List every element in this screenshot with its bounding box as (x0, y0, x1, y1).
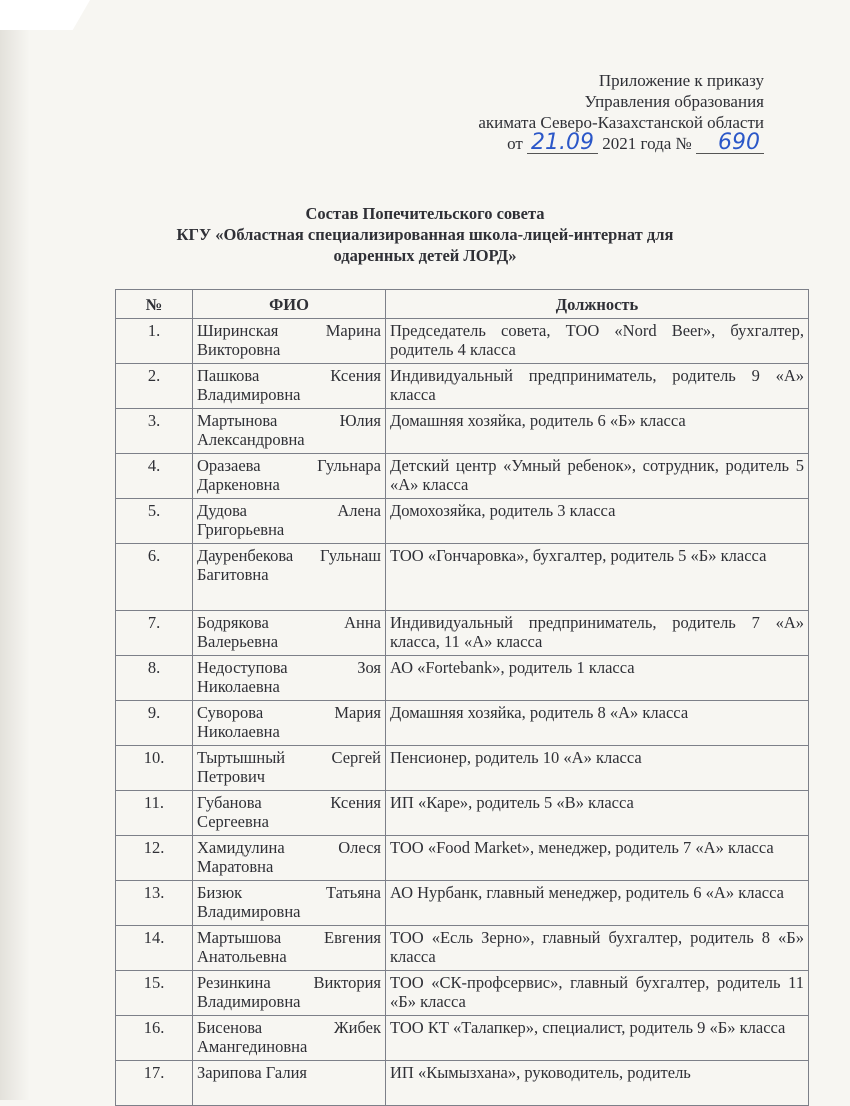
member-name: Оразаева Гульнара Даркеновна (193, 454, 386, 499)
member-position: АО «Fortebank», родитель 1 класса (386, 656, 809, 701)
appendix-line: Приложение к приказу (598, 71, 764, 90)
table-row (116, 926, 809, 971)
header-number: № (116, 290, 193, 319)
date-prefix: от (507, 134, 523, 153)
member-position: ИП «Кымызхана», руководитель, родитель (386, 1061, 809, 1106)
row-number: 4. (116, 454, 193, 499)
member-position: Индивидуальный предприниматель, родитель 9 «А» класса (386, 364, 809, 409)
row-number: 1. (116, 319, 193, 364)
table-row (116, 544, 809, 611)
row-number: 3. (116, 409, 193, 454)
row-number: 8. (116, 656, 193, 701)
row-number: 16. (116, 1016, 193, 1061)
table-row (116, 971, 809, 1016)
member-name: Бисенова Жибек Амангединовна (193, 1016, 386, 1061)
table-header-row (116, 290, 809, 319)
member-name: Пашкова Ксения Владимировна (193, 364, 386, 409)
table-row (116, 881, 809, 926)
member-position: Домохозяйка, родитель 3 класса (386, 499, 809, 544)
row-number: 15. (116, 971, 193, 1016)
member-name: Суворова Мария Николаевна (193, 701, 386, 746)
member-position: АО Нурбанк, главный менеджер, родитель 6 «А» класса (386, 881, 809, 926)
table-row (116, 701, 809, 746)
document-title (0, 203, 850, 266)
appendix-header (478, 70, 764, 154)
member-position: Домашняя хозяйка, родитель 6 «Б» класса (386, 409, 809, 454)
member-position: ТОО «СК-профсервис», главный бухгалтер, родитель 11 «Б» класса (386, 971, 809, 1016)
table-row (116, 409, 809, 454)
appendix-line: акимата Северо-Казахстанской области (478, 113, 764, 132)
member-name: Тыртышный Сергей Петрович (193, 746, 386, 791)
handwritten-date: 21.09 (527, 133, 598, 154)
member-name: Бодрякова Анна Валерьевна (193, 611, 386, 656)
member-name: Мартышова Евгения Анатольевна (193, 926, 386, 971)
member-position: ИП «Каре», родитель 5 «В» класса (386, 791, 809, 836)
member-position: ТОО «Food Market», менеджер, родитель 7 «А» класса (386, 836, 809, 881)
row-number: 2. (116, 364, 193, 409)
member-position: Индивидуальный предприниматель, родитель 7 «А» класса, 11 «А» класса (386, 611, 809, 656)
table-row (116, 791, 809, 836)
row-number: 17. (116, 1061, 193, 1106)
member-name: Ширинская Марина Викторовна (193, 319, 386, 364)
member-name: Хамидулина Олеся Маратовна (193, 836, 386, 881)
handwritten-number: 690 (696, 133, 764, 154)
title-line: КГУ «Областная специализированная школа-лицей-интернат для (176, 225, 674, 244)
member-name: Бизюк Татьяна Владимировна (193, 881, 386, 926)
member-position: Домашняя хозяйка, родитель 8 «А» класса (386, 701, 809, 746)
member-name: Губанова Ксения Сергеевна (193, 791, 386, 836)
row-number: 9. (116, 701, 193, 746)
header-name: ФИО (193, 290, 386, 319)
member-name: Зарипова Галия (193, 1061, 386, 1106)
table-row (116, 364, 809, 409)
row-number: 12. (116, 836, 193, 881)
member-position: ТОО «Есль Зерно», главный бухгалтер, родитель 8 «Б» класса (386, 926, 809, 971)
member-position: ТОО КТ «Талапкер», специалист, родитель 9 «Б» класса (386, 1016, 809, 1061)
member-position: Пенсионер, родитель 10 «А» класса (386, 746, 809, 791)
table-row (116, 319, 809, 364)
table-row (116, 836, 809, 881)
row-number: 7. (116, 611, 193, 656)
scan-edge (0, 0, 30, 1100)
year-text: 2021 года № (602, 134, 692, 153)
member-name: Резинкина Виктория Владимировна (193, 971, 386, 1016)
row-number: 11. (116, 791, 193, 836)
row-number: 5. (116, 499, 193, 544)
member-position: ТОО «Гончаровка», бухгалтер, родитель 5 «Б» класса (386, 544, 809, 611)
table-row (116, 746, 809, 791)
appendix-date-line (478, 130, 764, 155)
member-name: Дауренбекова Гульнаш Багитовна (193, 544, 386, 611)
table-row (116, 656, 809, 701)
table-row (116, 454, 809, 499)
row-number: 13. (116, 881, 193, 926)
table-row (116, 1061, 809, 1106)
appendix-line: Управления образования (584, 92, 764, 111)
table-row (116, 499, 809, 544)
member-name: Недоступова Зоя Николаевна (193, 656, 386, 701)
table-row (116, 611, 809, 656)
table-row (116, 1016, 809, 1061)
member-name: Мартынова Юлия Александровна (193, 409, 386, 454)
header-position: Должность (386, 290, 809, 319)
title-line: Состав Попечительского совета (305, 204, 545, 223)
row-number: 6. (116, 544, 193, 611)
row-number: 10. (116, 746, 193, 791)
member-position: Председатель совета, ТОО «Nord Beer», бухгалтер, родитель 4 класса (386, 319, 809, 364)
folded-corner (0, 0, 90, 30)
row-number: 14. (116, 926, 193, 971)
title-line: одаренных детей ЛОРД» (333, 246, 517, 265)
council-table (115, 289, 809, 1106)
member-position: Детский центр «Умный ребенок», сотрудник, родитель 5 «А» класса (386, 454, 809, 499)
member-name: Дудова Алена Григорьевна (193, 499, 386, 544)
